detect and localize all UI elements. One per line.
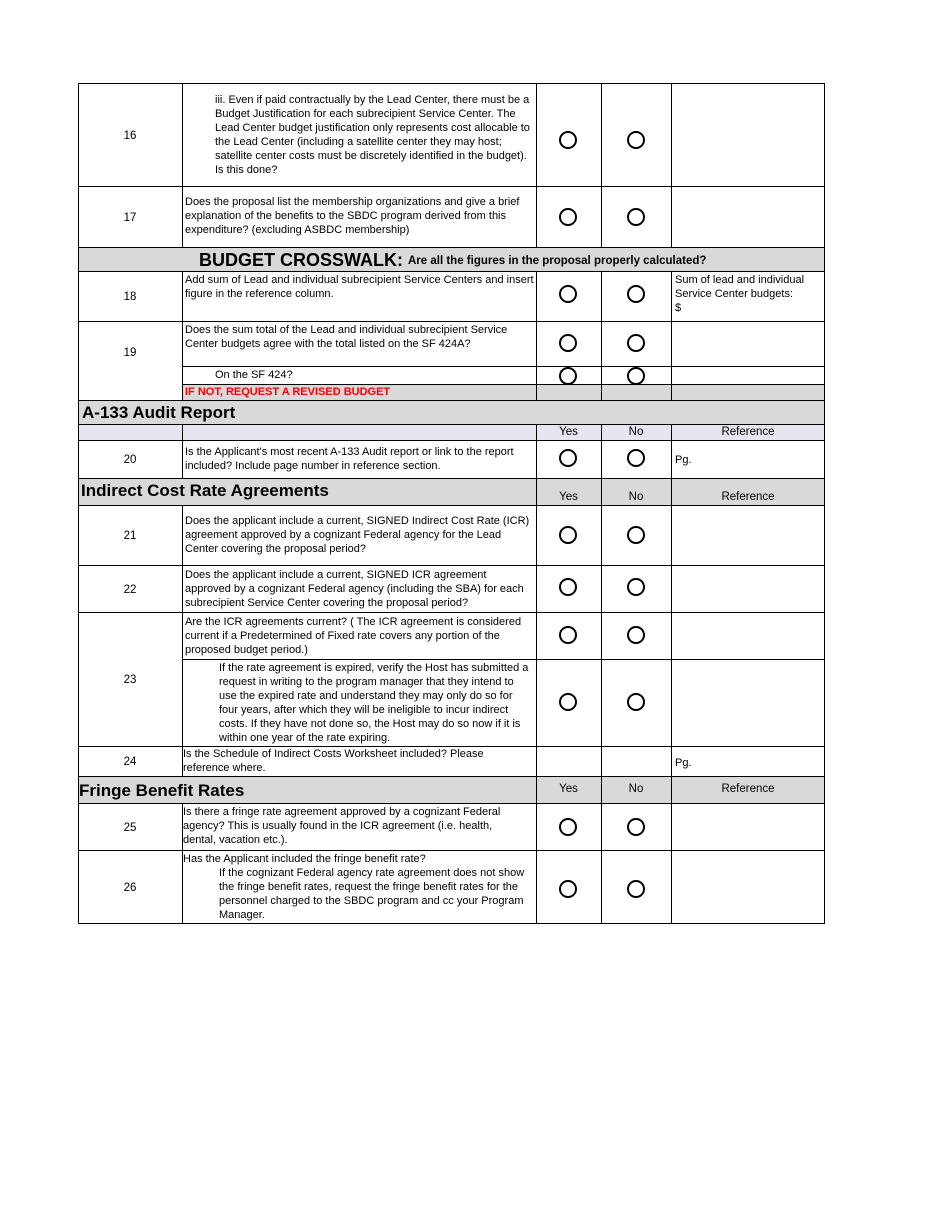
- no-radio[interactable]: [627, 367, 645, 385]
- no-column-header: No: [628, 491, 644, 503]
- row-number: 23: [123, 674, 137, 686]
- yes-radio[interactable]: [559, 526, 577, 544]
- reference-column-header: Reference: [721, 491, 775, 503]
- no-radio[interactable]: [627, 880, 645, 898]
- question-text: Is the Applicant's most recent A-133 Audit report or link to the report included? Include page number in reference section.: [185, 446, 514, 472]
- table-row-25: [78, 804, 825, 851]
- yes-radio[interactable]: [559, 626, 577, 644]
- yes-radio[interactable]: [559, 285, 577, 303]
- yes-column-header: Yes: [559, 491, 578, 503]
- yes-radio[interactable]: [559, 208, 577, 226]
- question-text: Does the applicant include a current, SIGNED Indirect Cost Rate (ICR) agreement approved by a cognizant Federal agency for the Lead Center covering the proposal period?: [185, 515, 530, 555]
- a133-column-header: [78, 425, 825, 441]
- row-number: 19: [123, 346, 137, 359]
- yes-radio[interactable]: [559, 131, 577, 149]
- no-radio[interactable]: [627, 131, 645, 149]
- no-radio[interactable]: [627, 285, 645, 303]
- question-text: Does the applicant include a current, SIGNED ICR agreement approved by a cognizant Federal agency (including the SBA) for each subrecipient Service Center covering the proposal period?: [185, 569, 524, 609]
- question-text: Is the Schedule of Indirect Costs Worksheet included? Please reference where.: [183, 748, 484, 774]
- crosswalk-title: BUDGET CROSSWALK:: [199, 250, 403, 270]
- row-number: 17: [123, 211, 137, 224]
- no-radio[interactable]: [627, 693, 645, 711]
- table-row-18: [78, 272, 825, 322]
- yes-radio[interactable]: [559, 449, 577, 467]
- table-row-22: [78, 566, 825, 613]
- table-row-24: [78, 747, 825, 777]
- revised-budget-warning: IF NOT, REQUEST A REVISED BUDGET: [185, 386, 391, 398]
- row-number: 24: [123, 756, 137, 768]
- yes-column-header: Yes: [559, 783, 578, 795]
- no-radio[interactable]: [627, 208, 645, 226]
- yes-radio[interactable]: [559, 818, 577, 836]
- section-title: Indirect Cost Rate Agreements: [81, 481, 329, 500]
- question-text: iii. Even if paid contractually by the Lead Center, there must be a Budget Justification for each subrecipient Service Center. The Lead Center budget justification only represents cost allocable to the Lead Center (including a satellite center they may host; satellite center costs must be discretely identified in the budget). Is this done?: [215, 94, 530, 176]
- no-radio[interactable]: [627, 626, 645, 644]
- reference-column-header: Reference: [721, 783, 775, 795]
- table-row-21: [78, 506, 825, 566]
- row-number: 16: [123, 129, 137, 142]
- checklist-sheet: [78, 83, 825, 924]
- no-column-header: No: [628, 783, 644, 795]
- table-row-16: [78, 83, 825, 187]
- question-text: Is there a fringe rate agreement approved by a cognizant Federal agency? This is usually found in the ICR agreement (i.e. health, dental, vacation etc.).: [183, 806, 501, 846]
- table-row-17: [78, 187, 825, 248]
- budget-crosswalk-header: [78, 248, 825, 272]
- question-text: Does the proposal list the membership organizations and give a brief explanation of the benefits to the SBDC program derived from this expenditure? (excluding ASBDC membership): [185, 196, 520, 236]
- reference-text: Sum of lead and individual Service Center budgets: $: [675, 274, 805, 314]
- no-column-header: No: [628, 426, 644, 438]
- no-radio[interactable]: [627, 334, 645, 352]
- reference-column-header: Reference: [721, 426, 775, 438]
- row-number: 22: [123, 583, 137, 596]
- a133-section-header: [78, 401, 825, 425]
- no-radio[interactable]: [627, 449, 645, 467]
- no-radio[interactable]: [627, 578, 645, 596]
- table-row-20: [78, 441, 825, 479]
- icr-section-header: [78, 479, 825, 506]
- yes-radio[interactable]: [559, 693, 577, 711]
- row-number: 26: [123, 881, 137, 894]
- fringe-section-header: [78, 777, 825, 804]
- yes-radio[interactable]: [559, 334, 577, 352]
- crosswalk-subtitle: Are all the figures in the proposal properly calculated?: [408, 255, 707, 267]
- question-text: Has the Applicant included the fringe benefit rate?: [183, 853, 426, 865]
- row-number: 20: [123, 454, 137, 466]
- no-radio[interactable]: [627, 526, 645, 544]
- sub-question-text: If the cognizant Federal agency rate agreement does not show the fringe benefit rates, request the fringe benefit rates for the personnel charged to the SBDC program and cc your Program Manager.: [219, 867, 525, 921]
- row-number: 18: [123, 291, 137, 303]
- table-row-23: [78, 613, 825, 747]
- yes-radio[interactable]: [559, 367, 577, 385]
- section-title: A-133 Audit Report: [82, 403, 236, 422]
- table-row-26: [78, 851, 825, 924]
- question-text: Does the sum total of the Lead and individual subrecipient Service Center budgets agree with the total listed on the SF 424A?: [185, 324, 508, 350]
- yes-column-header: Yes: [559, 426, 578, 438]
- row-number: 21: [123, 530, 137, 542]
- sub-question-text: If the rate agreement is expired, verify the Host has submitted a request in writing to the program manager that they intend to use the expired rate and understand they may only do so for four years, after which they will be ineligible to incur indirect costs. If they have not done so, the Host may do so now if it is within one year of the rate expiring.: [219, 662, 529, 744]
- sub-question-text: On the SF 424?: [215, 369, 293, 381]
- reference-text: Pg.: [675, 757, 692, 769]
- yes-radio[interactable]: [559, 578, 577, 596]
- no-radio[interactable]: [627, 818, 645, 836]
- yes-radio[interactable]: [559, 880, 577, 898]
- question-text: Are the ICR agreements current? ( The ICR agreement is considered current if a Predetermined of Fixed rate covers any portion of the proposed budget period.): [185, 616, 522, 656]
- section-title: Fringe Benefit Rates: [79, 781, 245, 800]
- table-row-19: [78, 322, 825, 401]
- row-number: 25: [123, 821, 137, 834]
- reference-text: Pg.: [675, 454, 692, 466]
- question-text: Add sum of Lead and individual subrecipient Service Centers and insert figure in the reference column.: [185, 274, 534, 300]
